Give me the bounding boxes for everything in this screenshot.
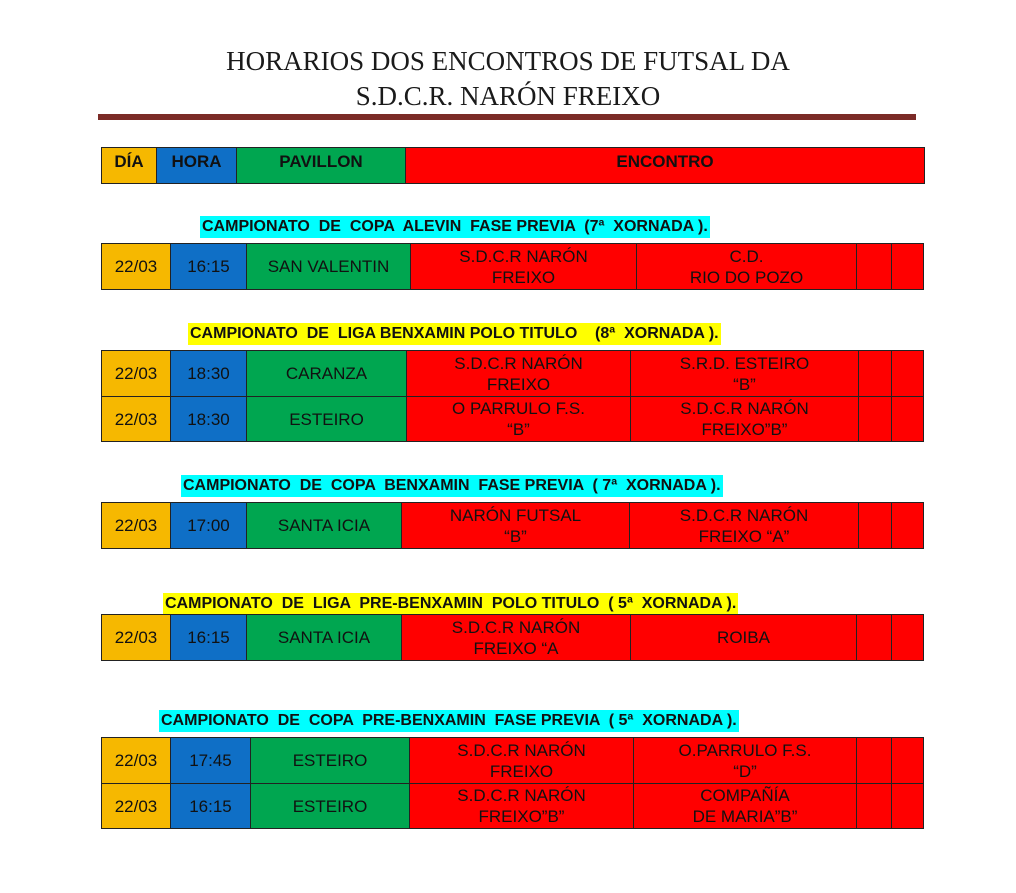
cell-hora: 16:15	[171, 615, 247, 661]
cell-dia: 22/03	[102, 615, 171, 661]
cell-local-team: S.D.C.R NARÓN FREIXO	[411, 244, 637, 290]
section-heading-copa-benxamin: CAMPIONATO DE COPA BENXAMIN FASE PREVIA ( 7ª XORNADA ).	[181, 475, 723, 497]
cell-visiting-team: S.D.C.R NARÓN FREIXO”B”	[631, 397, 859, 442]
cell-pavillon: ESTEIRO	[247, 397, 407, 442]
cell-blank	[892, 615, 924, 661]
cell-visiting-team: O.PARRULO F.S. “D”	[634, 738, 857, 784]
table-row	[102, 244, 924, 290]
cell-dia: 22/03	[102, 784, 171, 829]
cell-pavillon: CARANZA	[247, 351, 407, 397]
table-row	[102, 351, 924, 397]
cell-pavillon: ESTEIRO	[251, 738, 410, 784]
table-row	[102, 615, 924, 661]
match-table-copa-alevin	[101, 243, 924, 290]
section-heading-liga-pre-benxamin: CAMPIONATO DE LIGA PRE-BENXAMIN POLO TITULO ( 5ª XORNADA ).	[163, 593, 738, 615]
cell-blank	[892, 397, 924, 442]
cell-hora: 18:30	[171, 397, 247, 442]
cell-dia: 22/03	[102, 244, 171, 290]
header-pavillon: PAVILLON	[237, 148, 406, 184]
cell-blank	[892, 503, 924, 549]
cell-blank	[892, 351, 924, 397]
cell-visiting-team: S.R.D. ESTEIRO “B”	[631, 351, 859, 397]
header-dia: DÍA	[102, 148, 157, 184]
cell-blank	[859, 397, 892, 442]
cell-local-team: NARÓN FUTSAL “B”	[402, 503, 630, 549]
cell-blank	[857, 738, 892, 784]
cell-blank	[892, 784, 924, 829]
cell-local-team: O PARRULO F.S. “B”	[407, 397, 631, 442]
cell-pavillon: SANTA ICIA	[247, 503, 402, 549]
title-line-1: HORARIOS DOS ENCONTROS DE FUTSAL DA	[226, 46, 790, 76]
match-table-liga-pre-benxamin	[101, 614, 924, 661]
cell-pavillon: SAN VALENTIN	[247, 244, 411, 290]
cell-dia: 22/03	[102, 503, 171, 549]
cell-pavillon: SANTA ICIA	[247, 615, 402, 661]
cell-blank	[892, 244, 924, 290]
cell-dia: 22/03	[102, 397, 171, 442]
section-heading-copa-pre-benxamin: CAMPIONATO DE COPA PRE-BENXAMIN FASE PREVIA ( 5ª XORNADA ).	[159, 710, 739, 732]
cell-local-team: S.D.C.R NARÓN FREIXO”B”	[410, 784, 634, 829]
cell-dia: 22/03	[102, 738, 171, 784]
cell-local-team: S.D.C.R NARÓN FREIXO “A	[402, 615, 631, 661]
match-table-copa-pre-benxamin	[101, 737, 924, 829]
cell-blank	[857, 784, 892, 829]
cell-hora: 16:15	[171, 244, 247, 290]
match-table-copa-benxamin	[101, 502, 924, 549]
cell-blank	[859, 351, 892, 397]
table-row	[102, 397, 924, 442]
table-row	[102, 784, 924, 829]
title-line-2: S.D.C.R. NARÓN FREIXO	[355, 81, 661, 111]
header-hora: HORA	[157, 148, 237, 184]
table-row	[102, 503, 924, 549]
cell-visiting-team: ROIBA	[631, 615, 857, 661]
cell-blank	[859, 503, 892, 549]
title-divider	[98, 114, 916, 120]
cell-blank	[892, 738, 924, 784]
header-table	[101, 147, 925, 184]
match-table-liga-benxamin	[101, 350, 924, 442]
section-heading-copa-alevin: CAMPIONATO DE COPA ALEVIN FASE PREVIA (7ª XORNADA ).	[200, 216, 710, 238]
cell-pavillon: ESTEIRO	[251, 784, 410, 829]
cell-blank	[857, 244, 892, 290]
cell-hora: 17:45	[171, 738, 251, 784]
cell-local-team: S.D.C.R NARÓN FREIXO	[407, 351, 631, 397]
cell-visiting-team: C.D. RIO DO POZO	[637, 244, 857, 290]
cell-visiting-team: COMPAÑÍA DE MARIA”B”	[634, 784, 857, 829]
cell-hora: 16:15	[171, 784, 251, 829]
cell-visiting-team: S.D.C.R NARÓN FREIXO “A”	[630, 503, 859, 549]
cell-hora: 18:30	[171, 351, 247, 397]
cell-local-team: S.D.C.R NARÓN FREIXO	[410, 738, 634, 784]
cell-blank	[857, 615, 892, 661]
table-row	[102, 738, 924, 784]
cell-hora: 17:00	[171, 503, 247, 549]
cell-dia: 22/03	[102, 351, 171, 397]
header-encontro: ENCONTRO	[406, 148, 925, 184]
section-heading-liga-benxamin: CAMPIONATO DE LIGA BENXAMIN POLO TITULO (8ª XORNADA ).	[188, 323, 721, 345]
